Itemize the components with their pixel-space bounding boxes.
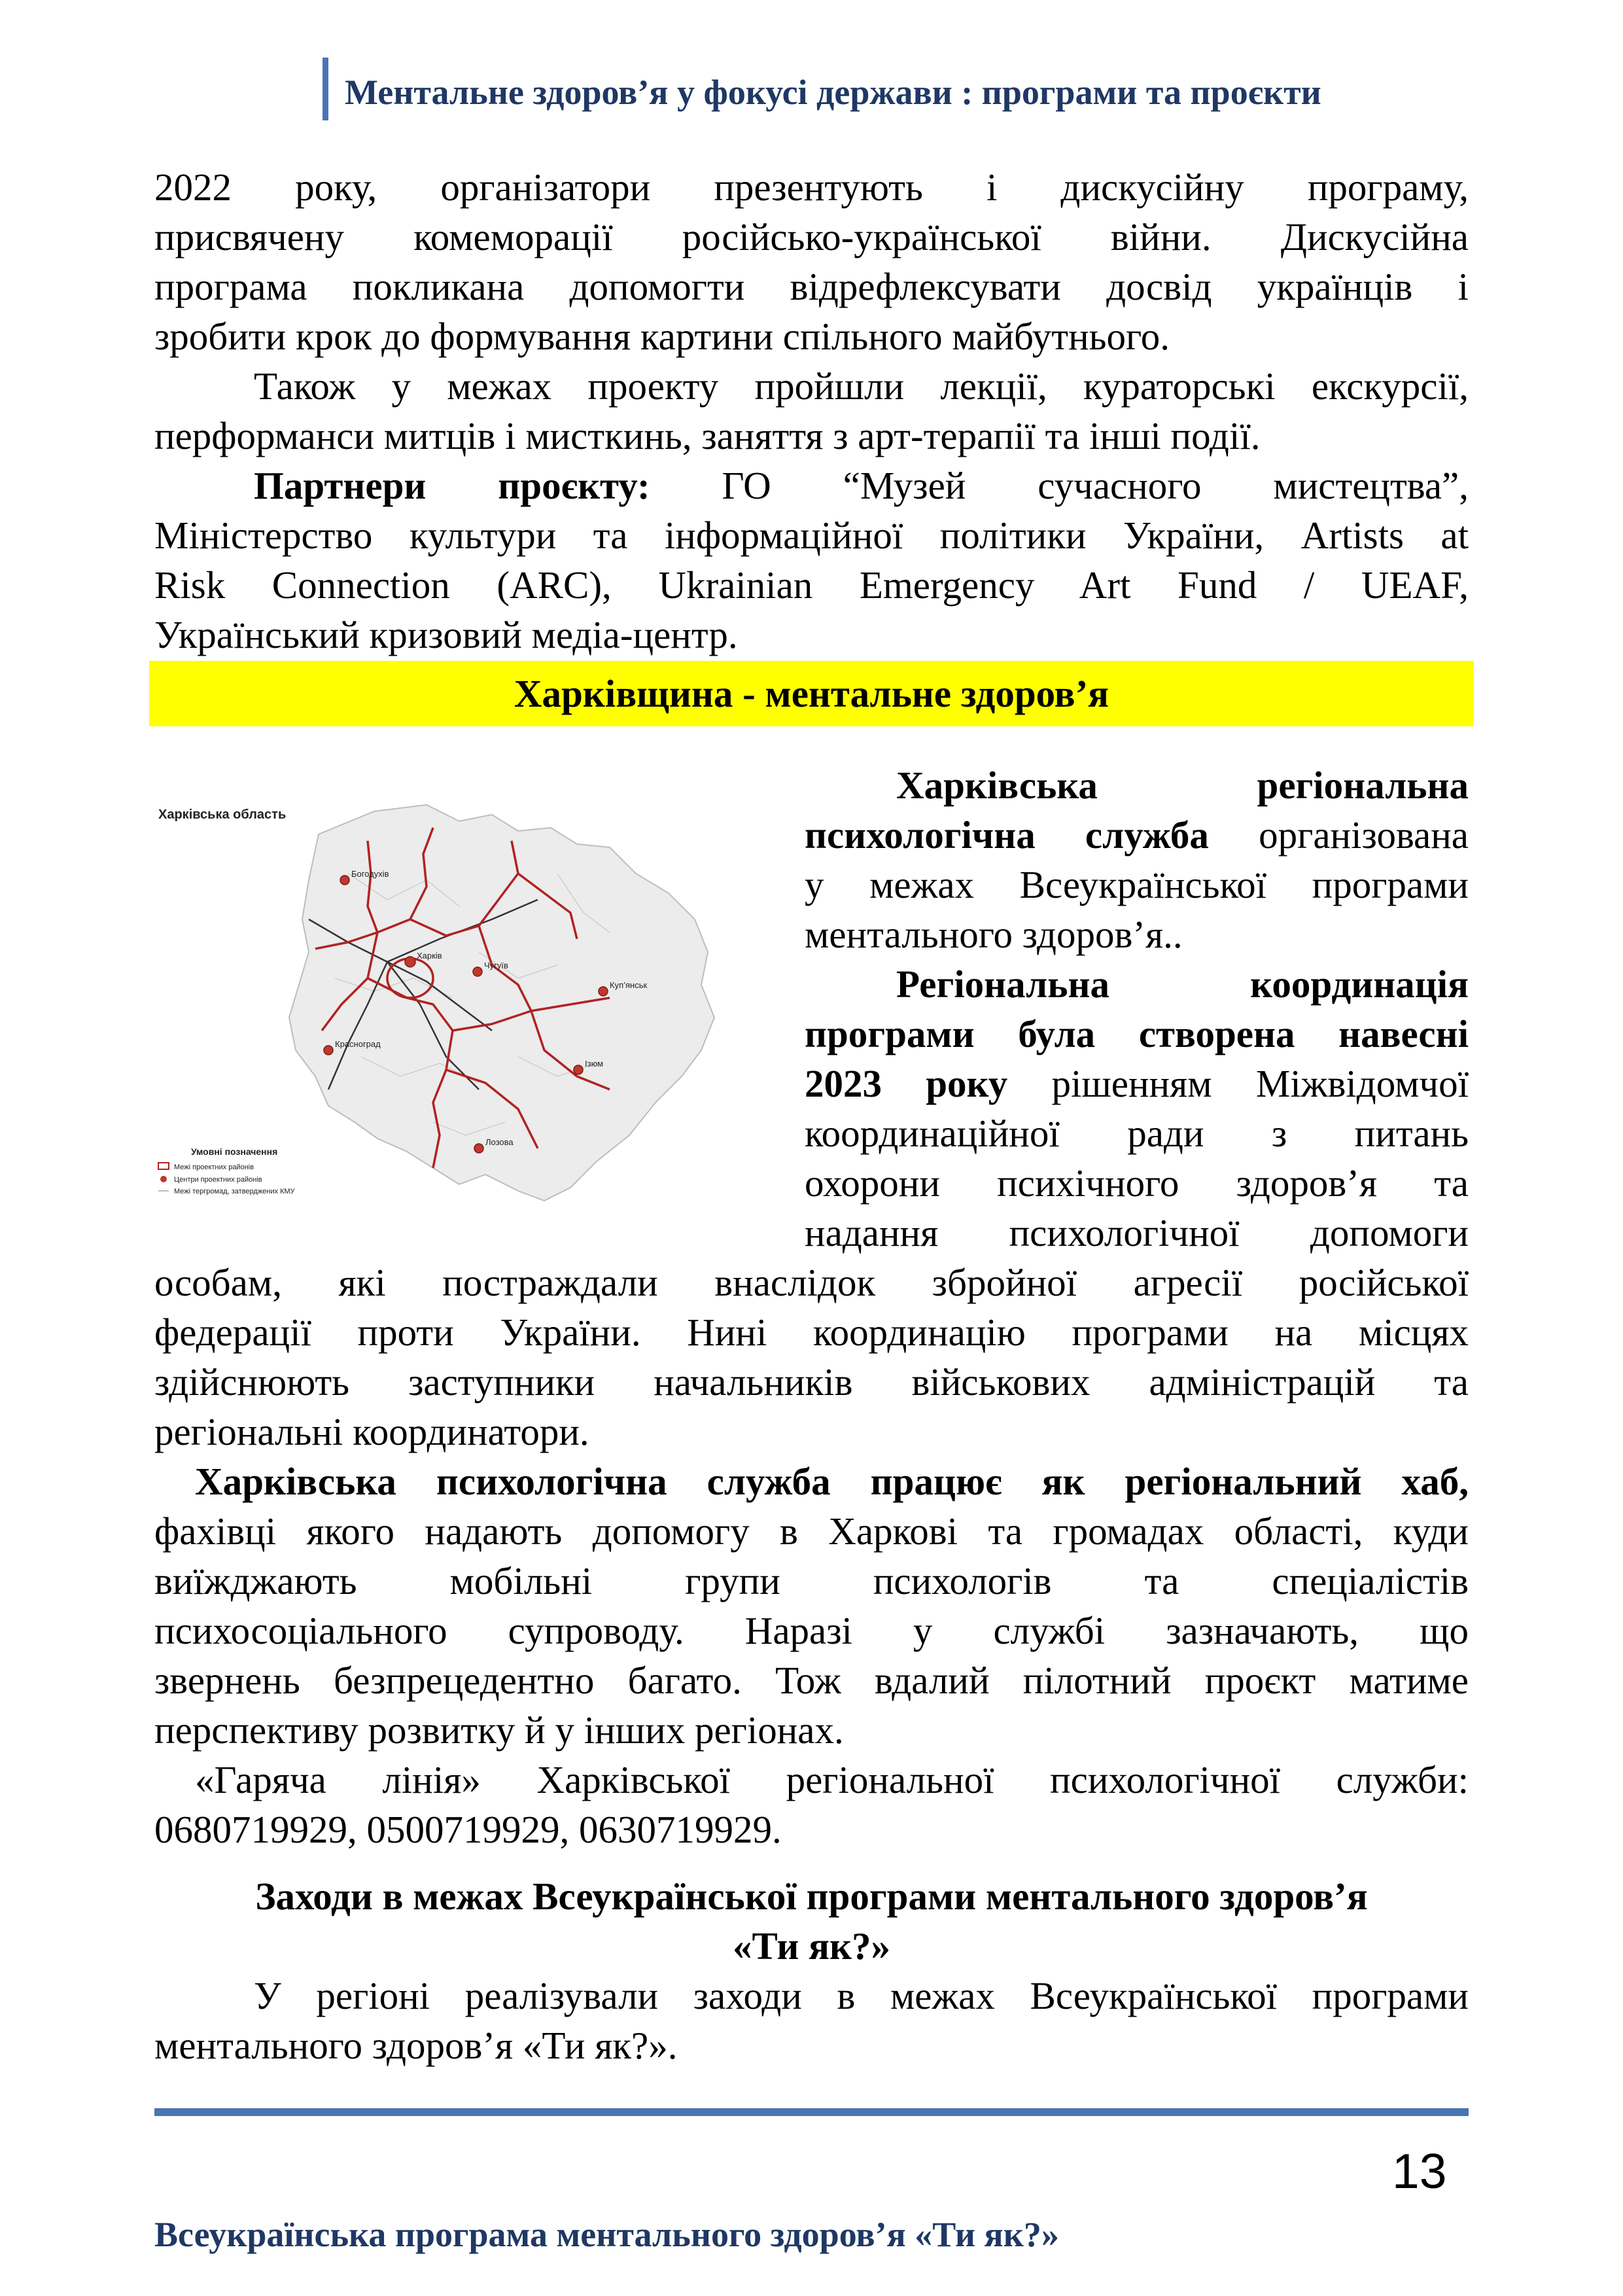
legend-item: Межі проектних районів: [174, 1163, 254, 1171]
footer-rule: [154, 2108, 1469, 2116]
bold-phrase: 2023 року: [805, 1062, 1008, 1105]
text-line: охорони психічного здоров’я та: [805, 1161, 1469, 1205]
text-line: психосоціального супроводу. Наразі у службі зазначають, що: [154, 1609, 1469, 1652]
bold-phrase: психологічна служба: [805, 813, 1209, 857]
text-line: ментального здоров’я «Ти як?».: [154, 2024, 678, 2067]
city-label: Ізюм: [585, 1059, 604, 1069]
city-label: Чугуїв: [484, 961, 508, 970]
text-line: [805, 810, 1469, 860]
city-label: Харків: [417, 951, 442, 961]
text-line: у межах Всеукраїнської програми: [805, 863, 1469, 906]
paragraph-service: [805, 760, 1469, 959]
text-line: Також у межах проекту пройшли лекції, кураторські екскурсії,: [254, 364, 1469, 408]
city-marker-kupiansk: [599, 987, 608, 996]
paragraph-coordination: [805, 959, 1469, 1258]
legend-item: Межі тергромад, затверджених КМУ: [174, 1188, 295, 1195]
paragraph-2: [154, 361, 1469, 461]
text-line: присвячену комеморації російсько-української війни. Дискусійна: [154, 215, 1469, 258]
city-marker-chuhuiv: [473, 967, 482, 976]
city-label: Богодухів: [351, 869, 389, 879]
text-line: [154, 461, 1469, 510]
text-line: здійснюють заступники начальників військових адміністрацій та: [154, 1360, 1469, 1404]
text-line: Харківська регіональна: [896, 764, 1469, 807]
header-accent-bar: [323, 58, 328, 120]
city-marker-izium: [574, 1065, 583, 1074]
paragraph-hotline: [154, 1755, 1469, 1854]
text-run: організована: [1208, 813, 1469, 857]
partners-label: Партнери проєкту:: [254, 464, 650, 507]
running-header: Ментальне здоров’я у фокусі держави : програми та проєкти: [345, 73, 1321, 112]
text-line: перспективу розвитку й у інших регіонах.: [154, 1708, 844, 1752]
text-line: У регіоні реалізували заходи в межах Всеукраїнської програми: [254, 1974, 1469, 2017]
text-line: Регіональна координація: [896, 963, 1469, 1006]
city-marker-lozova: [474, 1144, 483, 1153]
text-line: виїжджають мобільні групи психологів та спеціалістів: [154, 1559, 1469, 1602]
page-number: 13: [1392, 2144, 1447, 2199]
text-line: Міністерство культури та інформаційної політики України, Artists at: [154, 514, 1469, 557]
text-line: програми була створена навесні: [805, 1012, 1469, 1055]
text-line: особам, які постраждали внаслідок збройної агресії російської: [154, 1261, 1469, 1304]
text-line: Харківська психологічна служба працює як регіональний хаб,: [195, 1460, 1469, 1503]
city-marker-bohodukhiv: [340, 875, 349, 885]
partners-first: ГО “Музей сучасного мистецтва”,: [722, 464, 1469, 507]
text-line: [805, 1059, 1469, 1108]
paragraph-1: [154, 162, 1469, 361]
subsection-heading: [154, 1871, 1469, 1971]
legend-title: Умовні позначення: [191, 1146, 278, 1157]
legend-item: Центри проектних районів: [174, 1176, 262, 1184]
running-footer: Всеукраїнська програма ментального здоров’я «Ти як?»: [154, 2215, 1059, 2254]
heading-line: Заходи в межах Всеукраїнської програми ментального здоров’я: [255, 1875, 1368, 1918]
paragraph-hub: [154, 1457, 1469, 1755]
city-label: Лозова: [485, 1137, 514, 1147]
text-line: надання психологічної допомоги: [805, 1211, 1469, 1254]
hotline-numbers: 0680719929, 0500719929, 0630719929.: [154, 1808, 782, 1851]
text-line: фахівці якого надають допомогу в Харкові та громадах області, куди: [154, 1510, 1469, 1553]
text-line: звернень безпрецедентно багато. Тож вдалий пілотний проєкт матиме: [154, 1659, 1469, 1702]
text-line: зробити крок до формування картини спільного майбутнього.: [154, 315, 1170, 358]
text-line: регіональні координатори.: [154, 1410, 589, 1453]
kharkiv-oblast-map: [152, 782, 780, 1214]
text-line: координаційної ради з питань: [805, 1112, 1469, 1155]
paragraph-coordination-continued: [154, 1258, 1469, 1457]
text-line: «Гаряча лінія» Харківської регіональної психологічної служби:: [195, 1758, 1469, 1801]
city-label: Красноград: [335, 1039, 381, 1049]
heading-line: «Ти як?»: [732, 1924, 891, 1968]
city-marker-kharkiv: [405, 957, 415, 967]
paragraph-partners: [154, 461, 1469, 660]
text-line: Український кризовий медіа-центр.: [154, 613, 738, 656]
text-line: 2022 року, організатори презентують і дискусійну програму,: [154, 166, 1469, 209]
text-run: рішенням Міжвідомчої: [1007, 1062, 1469, 1105]
text-line: Risk Connection (ARC), Ukrainian Emergency Art Fund / UEAF,: [154, 563, 1469, 607]
text-line: програма покликана допомогти відрефлексувати досвід українців і: [154, 265, 1469, 308]
map-title: Харківська область: [158, 807, 287, 822]
city-label: Куп’янськ: [610, 980, 648, 990]
text-line: ментального здоров’я..: [805, 913, 1183, 956]
section-heading: Харківщина - ментальне здоров’я: [514, 672, 1109, 715]
paragraph-events: [154, 1971, 1469, 2070]
text-line: федерації проти України. Нині координацію програми на місцях: [154, 1311, 1469, 1354]
city-marker-krasnohrad: [324, 1046, 333, 1055]
text-line: перформанси митців і мисткинь, заняття з арт-терапії та інші події.: [154, 414, 1261, 457]
